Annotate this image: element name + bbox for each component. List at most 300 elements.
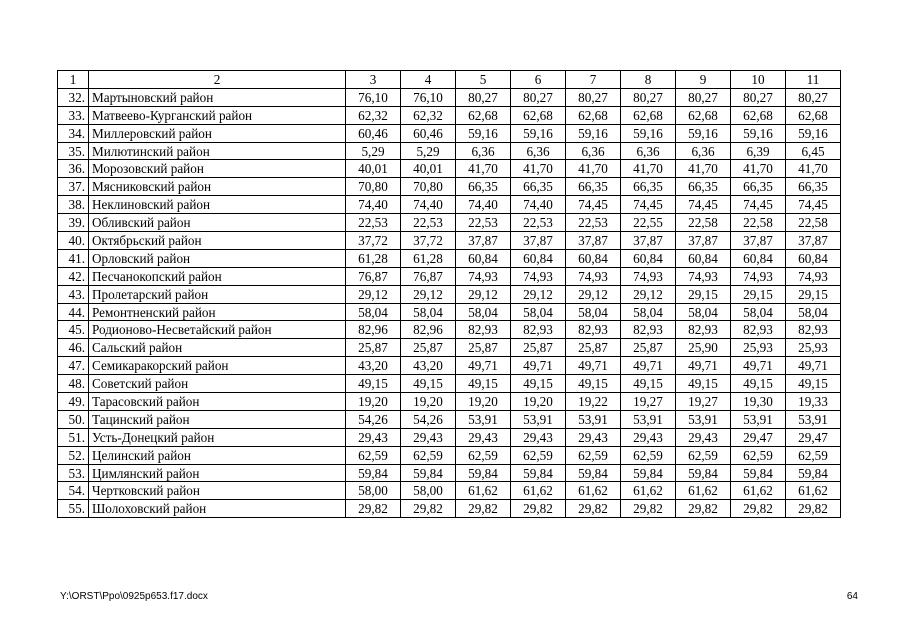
value-cell: 49,15 [511,375,566,393]
value-cell: 6,39 [731,142,786,160]
value-cell: 82,96 [401,321,456,339]
value-cell: 82,93 [621,321,676,339]
value-cell: 74,93 [511,267,566,285]
value-cell: 19,30 [731,393,786,411]
data-table [57,70,841,518]
value-cell: 60,84 [511,249,566,267]
table-row [58,267,841,285]
column-header-11: 11 [786,71,841,89]
value-cell: 62,68 [621,106,676,124]
value-cell: 19,20 [346,393,401,411]
value-cell: 53,91 [566,410,621,428]
value-cell: 29,43 [566,428,621,446]
value-cell: 49,15 [346,375,401,393]
value-cell: 74,40 [401,196,456,214]
footer-file-path: Y:\ORST\Ppo\0925p653.f17.docx [60,591,208,602]
value-cell: 61,62 [456,482,511,500]
value-cell: 22,53 [566,214,621,232]
value-cell: 59,84 [566,464,621,482]
page-number: 64 [846,591,858,602]
value-cell: 53,91 [731,410,786,428]
table-row [58,339,841,357]
value-cell: 62,68 [731,106,786,124]
value-cell: 6,36 [456,142,511,160]
value-cell: 6,36 [676,142,731,160]
value-cell: 29,82 [456,500,511,518]
value-cell: 41,70 [731,160,786,178]
value-cell: 59,84 [456,464,511,482]
value-cell: 29,12 [456,285,511,303]
value-cell: 60,84 [731,249,786,267]
value-cell: 37,87 [731,232,786,250]
district-name: Пролетарский район [89,285,346,303]
row-number: 46. [58,339,89,357]
value-cell: 43,20 [346,357,401,375]
value-cell: 82,93 [731,321,786,339]
district-name: Целинский район [89,446,346,464]
row-number: 33. [58,106,89,124]
table-row [58,321,841,339]
value-cell: 74,45 [786,196,841,214]
district-name: Мясниковский район [89,178,346,196]
value-cell: 80,27 [511,88,566,106]
district-name: Морозовский район [89,160,346,178]
value-cell: 62,59 [786,446,841,464]
value-cell: 37,87 [566,232,621,250]
value-cell: 6,36 [621,142,676,160]
value-cell: 80,27 [786,88,841,106]
value-cell: 60,84 [676,249,731,267]
value-cell: 58,04 [731,303,786,321]
value-cell: 25,93 [786,339,841,357]
value-cell: 29,82 [731,500,786,518]
column-header-8: 8 [621,71,676,89]
value-cell: 61,28 [401,249,456,267]
value-cell: 53,91 [511,410,566,428]
value-cell: 76,87 [346,267,401,285]
value-cell: 62,59 [456,446,511,464]
value-cell: 49,15 [456,375,511,393]
table-body [58,88,841,517]
value-cell: 22,53 [401,214,456,232]
value-cell: 74,45 [676,196,731,214]
district-name: Матвеево-Курганский район [89,106,346,124]
table-row [58,88,841,106]
value-cell: 59,16 [566,124,621,142]
value-cell: 22,58 [786,214,841,232]
value-cell: 74,45 [566,196,621,214]
row-number: 40. [58,232,89,250]
value-cell: 61,62 [676,482,731,500]
value-cell: 59,16 [786,124,841,142]
value-cell: 59,84 [676,464,731,482]
value-cell: 29,82 [566,500,621,518]
row-number: 37. [58,178,89,196]
column-header-2: 2 [89,71,346,89]
value-cell: 74,93 [456,267,511,285]
district-name: Октябрьский район [89,232,346,250]
value-cell: 76,87 [401,267,456,285]
value-cell: 62,32 [346,106,401,124]
value-cell: 29,43 [511,428,566,446]
value-cell: 61,62 [621,482,676,500]
value-cell: 59,84 [346,464,401,482]
value-cell: 58,04 [786,303,841,321]
value-cell: 6,45 [786,142,841,160]
value-cell: 82,96 [346,321,401,339]
value-cell: 61,62 [566,482,621,500]
table-row [58,196,841,214]
value-cell: 29,12 [346,285,401,303]
row-number: 55. [58,500,89,518]
value-cell: 29,47 [786,428,841,446]
row-number: 51. [58,428,89,446]
district-name: Миллеровский район [89,124,346,142]
column-header-7: 7 [566,71,621,89]
value-cell: 19,33 [786,393,841,411]
value-cell: 19,20 [511,393,566,411]
district-name: Орловский район [89,249,346,267]
value-cell: 58,04 [456,303,511,321]
value-cell: 49,15 [676,375,731,393]
row-number: 35. [58,142,89,160]
value-cell: 49,15 [566,375,621,393]
value-cell: 70,80 [401,178,456,196]
value-cell: 40,01 [346,160,401,178]
value-cell: 60,84 [566,249,621,267]
value-cell: 74,40 [456,196,511,214]
value-cell: 41,70 [566,160,621,178]
value-cell: 58,00 [346,482,401,500]
value-cell: 62,68 [676,106,731,124]
value-cell: 59,84 [621,464,676,482]
district-name: Обливский район [89,214,346,232]
value-cell: 82,93 [566,321,621,339]
value-cell: 58,04 [621,303,676,321]
value-cell: 74,93 [566,267,621,285]
value-cell: 74,93 [731,267,786,285]
value-cell: 62,32 [401,106,456,124]
value-cell: 59,16 [456,124,511,142]
value-cell: 49,71 [456,357,511,375]
value-cell: 62,59 [621,446,676,464]
value-cell: 6,36 [511,142,566,160]
value-cell: 62,59 [731,446,786,464]
value-cell: 41,70 [456,160,511,178]
row-number: 44. [58,303,89,321]
value-cell: 61,62 [511,482,566,500]
row-number: 36. [58,160,89,178]
row-number: 43. [58,285,89,303]
value-cell: 61,28 [346,249,401,267]
value-cell: 76,10 [346,88,401,106]
district-name: Ремонтненский район [89,303,346,321]
value-cell: 29,43 [401,428,456,446]
value-cell: 29,43 [456,428,511,446]
value-cell: 22,55 [621,214,676,232]
value-cell: 59,16 [731,124,786,142]
value-cell: 29,15 [786,285,841,303]
value-cell: 59,16 [511,124,566,142]
value-cell: 49,71 [566,357,621,375]
row-number: 53. [58,464,89,482]
value-cell: 29,12 [566,285,621,303]
table-row [58,446,841,464]
district-name: Усть-Донецкий район [89,428,346,446]
district-name: Тацинский район [89,410,346,428]
district-name: Советский район [89,375,346,393]
value-cell: 74,93 [676,267,731,285]
row-number: 42. [58,267,89,285]
value-cell: 80,27 [621,88,676,106]
column-header-4: 4 [401,71,456,89]
header-row [58,71,841,89]
district-name: Милютинский район [89,142,346,160]
row-number: 41. [58,249,89,267]
row-number: 38. [58,196,89,214]
district-name: Песчанокопский район [89,267,346,285]
value-cell: 58,04 [346,303,401,321]
value-cell: 58,04 [566,303,621,321]
value-cell: 59,84 [401,464,456,482]
value-cell: 59,16 [621,124,676,142]
value-cell: 25,87 [511,339,566,357]
table-row [58,124,841,142]
row-number: 50. [58,410,89,428]
value-cell: 59,84 [786,464,841,482]
value-cell: 25,90 [676,339,731,357]
value-cell: 25,87 [621,339,676,357]
value-cell: 58,04 [401,303,456,321]
district-name: Цимлянский район [89,464,346,482]
row-number: 48. [58,375,89,393]
row-number: 47. [58,357,89,375]
value-cell: 59,16 [676,124,731,142]
value-cell: 60,46 [401,124,456,142]
value-cell: 29,43 [676,428,731,446]
value-cell: 76,10 [401,88,456,106]
value-cell: 29,82 [621,500,676,518]
district-name: Родионово-Несветайский район [89,321,346,339]
value-cell: 60,84 [786,249,841,267]
table-row [58,178,841,196]
value-cell: 5,29 [401,142,456,160]
column-header-6: 6 [511,71,566,89]
row-number: 32. [58,88,89,106]
value-cell: 54,26 [346,410,401,428]
value-cell: 66,35 [731,178,786,196]
value-cell: 61,62 [731,482,786,500]
value-cell: 41,70 [786,160,841,178]
value-cell: 62,68 [566,106,621,124]
column-header-1: 1 [58,71,89,89]
table-row [58,428,841,446]
row-number: 39. [58,214,89,232]
value-cell: 66,35 [566,178,621,196]
value-cell: 29,82 [676,500,731,518]
table-row [58,464,841,482]
value-cell: 6,36 [566,142,621,160]
value-cell: 49,15 [731,375,786,393]
value-cell: 49,15 [786,375,841,393]
district-name: Тарасовский район [89,393,346,411]
table-row [58,106,841,124]
table-row [58,214,841,232]
value-cell: 19,20 [401,393,456,411]
value-cell: 66,35 [456,178,511,196]
value-cell: 58,04 [676,303,731,321]
value-cell: 37,87 [511,232,566,250]
value-cell: 62,68 [456,106,511,124]
value-cell: 41,70 [621,160,676,178]
table-row [58,249,841,267]
value-cell: 82,93 [676,321,731,339]
table-row [58,160,841,178]
value-cell: 70,80 [346,178,401,196]
value-cell: 74,93 [786,267,841,285]
value-cell: 37,87 [621,232,676,250]
row-number: 34. [58,124,89,142]
value-cell: 22,53 [511,214,566,232]
value-cell: 49,71 [731,357,786,375]
value-cell: 60,84 [621,249,676,267]
row-number: 52. [58,446,89,464]
value-cell: 62,68 [786,106,841,124]
value-cell: 62,59 [511,446,566,464]
table-row [58,410,841,428]
value-cell: 37,87 [786,232,841,250]
value-cell: 19,20 [456,393,511,411]
value-cell: 60,84 [456,249,511,267]
value-cell: 80,27 [456,88,511,106]
district-name: Мартыновский район [89,88,346,106]
column-header-5: 5 [456,71,511,89]
value-cell: 74,40 [511,196,566,214]
value-cell: 29,47 [731,428,786,446]
value-cell: 61,62 [786,482,841,500]
table-row [58,375,841,393]
value-cell: 62,68 [511,106,566,124]
value-cell: 41,70 [676,160,731,178]
value-cell: 58,04 [511,303,566,321]
row-number: 54. [58,482,89,500]
value-cell: 29,15 [676,285,731,303]
value-cell: 22,58 [731,214,786,232]
value-cell: 22,58 [676,214,731,232]
value-cell: 59,84 [511,464,566,482]
value-cell: 60,46 [346,124,401,142]
row-number: 45. [58,321,89,339]
table-row [58,142,841,160]
value-cell: 37,87 [676,232,731,250]
value-cell: 62,59 [676,446,731,464]
value-cell: 58,00 [401,482,456,500]
value-cell: 74,45 [731,196,786,214]
value-cell: 49,15 [401,375,456,393]
district-name: Чертковский район [89,482,346,500]
value-cell: 49,71 [676,357,731,375]
district-name: Шолоховский район [89,500,346,518]
value-cell: 82,93 [786,321,841,339]
value-cell: 37,72 [346,232,401,250]
value-cell: 29,12 [511,285,566,303]
value-cell: 5,29 [346,142,401,160]
value-cell: 25,87 [566,339,621,357]
value-cell: 29,82 [511,500,566,518]
value-cell: 53,91 [676,410,731,428]
table-row [58,482,841,500]
value-cell: 53,91 [456,410,511,428]
value-cell: 43,20 [401,357,456,375]
table-row [58,232,841,250]
column-header-10: 10 [731,71,786,89]
value-cell: 59,84 [731,464,786,482]
district-name: Сальский район [89,339,346,357]
value-cell: 29,43 [346,428,401,446]
table-header [58,71,841,89]
value-cell: 82,93 [456,321,511,339]
value-cell: 25,93 [731,339,786,357]
value-cell: 62,59 [566,446,621,464]
value-cell: 22,53 [456,214,511,232]
value-cell: 66,35 [621,178,676,196]
value-cell: 25,87 [401,339,456,357]
value-cell: 29,82 [786,500,841,518]
table-row [58,500,841,518]
value-cell: 74,40 [346,196,401,214]
value-cell: 66,35 [786,178,841,196]
district-name: Неклиновский район [89,196,346,214]
value-cell: 22,53 [346,214,401,232]
value-cell: 74,45 [621,196,676,214]
value-cell: 19,27 [621,393,676,411]
value-cell: 53,91 [786,410,841,428]
value-cell: 74,93 [621,267,676,285]
value-cell: 62,59 [401,446,456,464]
value-cell: 80,27 [731,88,786,106]
value-cell: 41,70 [511,160,566,178]
value-cell: 62,59 [346,446,401,464]
value-cell: 80,27 [676,88,731,106]
value-cell: 66,35 [511,178,566,196]
district-name: Семикаракорский район [89,357,346,375]
row-number: 49. [58,393,89,411]
value-cell: 29,12 [401,285,456,303]
value-cell: 25,87 [456,339,511,357]
value-cell: 49,71 [786,357,841,375]
column-header-9: 9 [676,71,731,89]
value-cell: 37,87 [456,232,511,250]
value-cell: 29,15 [731,285,786,303]
value-cell: 49,15 [621,375,676,393]
value-cell: 19,22 [566,393,621,411]
table-row [58,303,841,321]
value-cell: 82,93 [511,321,566,339]
value-cell: 49,71 [511,357,566,375]
value-cell: 29,82 [401,500,456,518]
value-cell: 66,35 [676,178,731,196]
value-cell: 53,91 [621,410,676,428]
value-cell: 19,27 [676,393,731,411]
table-row [58,357,841,375]
value-cell: 49,71 [621,357,676,375]
value-cell: 25,87 [346,339,401,357]
value-cell: 37,72 [401,232,456,250]
value-cell: 29,12 [621,285,676,303]
value-cell: 29,43 [621,428,676,446]
value-cell: 40,01 [401,160,456,178]
value-cell: 80,27 [566,88,621,106]
